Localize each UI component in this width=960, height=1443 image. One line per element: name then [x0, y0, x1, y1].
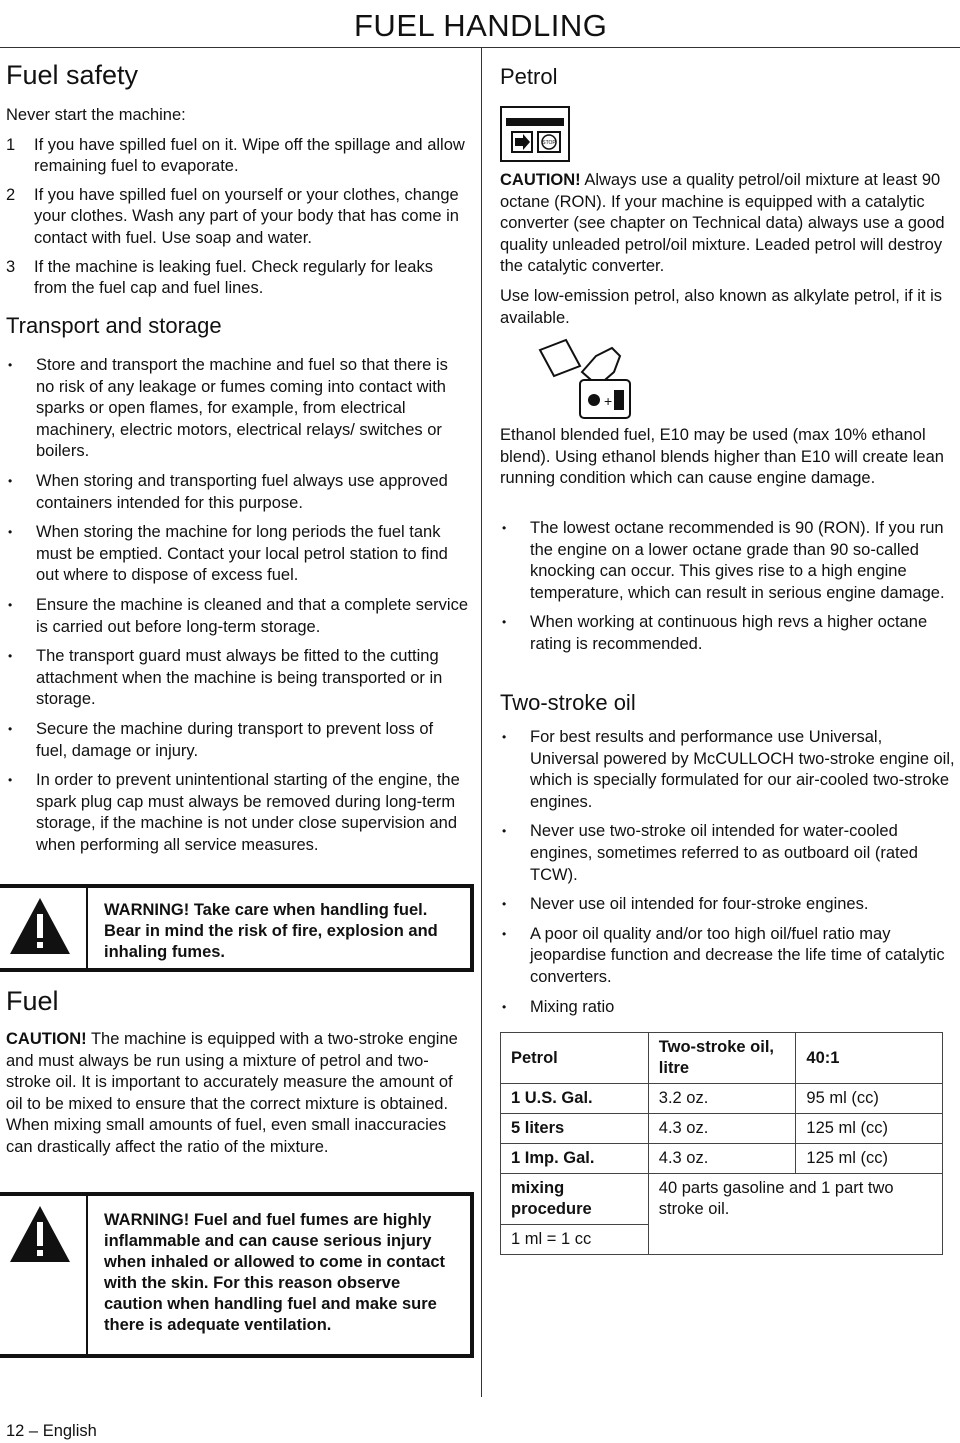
table-cell: 3.2 oz.: [648, 1084, 796, 1114]
bullet-icon: •: [8, 473, 13, 488]
mixing-text-cell: 40 parts gasoline and 1 part two stroke oil.: [648, 1174, 942, 1255]
bullet-icon: •: [8, 597, 13, 612]
petrol-list: [500, 518, 955, 664]
list-item-text: Never use oil intended for four-stroke engines.: [530, 895, 869, 914]
fuel-stop-symbol: [500, 106, 570, 162]
ethanol-text: Ethanol blended fuel, E10 may be used (max 10% ethanol blend). Using ethanol blends higher than E10 will create lean running condition which can cause engine damage.: [500, 426, 944, 488]
table-header-cell: Petrol: [501, 1033, 649, 1084]
warning-2-text: WARNING! Fuel and fuel fumes are highly inflammable and can cause serious injury when inhaled or allowed to come in contact with the skin. For this reason observe caution when handling fuel and make sure there is adequate ventilation.: [104, 1211, 446, 1334]
fuel-caution: [6, 1029, 468, 1159]
list-item: [500, 727, 955, 813]
warning-triangle-icon: [0, 1196, 80, 1272]
petrol-caution: [500, 170, 955, 278]
transport-title: Transport and storage: [6, 313, 222, 338]
bullet-icon: •: [502, 824, 507, 839]
table-cell: 125 ml (cc): [796, 1144, 943, 1174]
list-item-text: If you have spilled fuel on it. Wipe off the spillage and allow remaining fuel to evaporate.: [34, 135, 465, 176]
warning-icon-area: [0, 888, 88, 968]
fuel-caution-text: The machine is equipped with a two-stroke engine and must always be run using a mixture of petrol and two-stroke oil. It is important to accurately measure the amount of oil to be mixed to ensure that the correct mixture is obtained. When mixing small amounts of fuel, even small inaccuracies can drastically affect the ratio of the mixture.: [6, 1030, 458, 1156]
column-divider: [481, 47, 482, 1397]
fuel-can-icon: [536, 336, 636, 422]
list-item: [6, 770, 468, 856]
list-item-text: In order to prevent unintentional starting of the engine, the spark plug cap must always be removed during long-term storage, if the machine is not under close supervision and when performing all service measures.: [36, 771, 460, 854]
list-item: [6, 719, 468, 762]
list-item: [500, 894, 955, 916]
list-item: [500, 518, 955, 604]
table-cell: 1 Imp. Gal.: [501, 1144, 649, 1174]
list-item-text: Store and transport the machine and fuel so that there is no risk of any leakage or fumes coming into contact with sparks or open flames, for example, from electrical machinery, electric motors, electrical relays/ switches or boilers.: [36, 356, 448, 461]
list-item-text: For best results and performance use Universal, Universal powered by McCULLOCH two-stroke engine oil, which is specially formulated for our air-cooled two-stroke engines.: [530, 728, 955, 811]
fuel-safety-list: [6, 135, 468, 300]
list-item-text: A poor oil quality and/or too high oil/fuel ratio may jeopardise function and decrease the life time of catalytic converters.: [530, 924, 945, 986]
two-stroke-title: Two-stroke oil: [500, 690, 636, 715]
bullet-icon: •: [502, 897, 507, 912]
list-item-text: If the machine is leaking fuel. Check regularly for leaks from the fuel cap and fuel lines.: [34, 257, 433, 298]
warning-icon-area-2: [0, 1196, 88, 1354]
fuel-safety-title: Fuel safety: [6, 60, 139, 90]
bullet-icon: •: [502, 521, 507, 535]
list-item-number: 3: [6, 257, 16, 276]
list-item-text: When storing and transporting fuel always use approved containers intended for this purpose.: [36, 471, 448, 512]
list-item: [6, 185, 468, 250]
table-cell: 95 ml (cc): [796, 1084, 943, 1114]
bullet-icon: •: [8, 358, 13, 372]
bullet-icon: •: [502, 926, 507, 941]
list-item-text: If you have spilled fuel on yourself or your clothes, change your clothes. Wash any part of your body that has come in contact with fuel. Use soap and water.: [34, 185, 459, 247]
list-item: [6, 595, 468, 638]
table-row: [501, 1174, 943, 1225]
list-item: [500, 924, 955, 989]
warning-triangle-icon: [0, 888, 80, 964]
list-item-number: 1: [6, 135, 16, 154]
bullet-icon: •: [502, 615, 507, 630]
list-item-text: Mixing ratio: [530, 997, 615, 1016]
table-header-row: [501, 1033, 943, 1084]
list-item: [6, 471, 468, 514]
petrol-caution-text: Always use a quality petrol/oil mixture at least 90 octane (RON). If your machine is equipped with a catalytic converter (see chapter on Technical data) always use a good quality unleaded petrol/oil mixture. Leaded petrol will destroy the catalytic converter.: [500, 171, 945, 276]
fuel-caution-label: CAUTION!: [6, 1030, 87, 1048]
table-row: [501, 1084, 943, 1114]
list-item-text: The lowest octane recommended is 90 (RON). If you run the engine on a lower octane grade than 90 so-called knocking can occur. This gives rise to a high engine temperature, which can result in serious engine damage.: [530, 519, 945, 602]
header-rule: [0, 47, 960, 48]
transport-list: [6, 355, 468, 856]
list-item: [500, 612, 955, 655]
list-item-text: Never use two-stroke oil intended for water-cooled engines, sometimes referred to as outboard oil (rated TCW).: [530, 822, 918, 884]
list-item-text: The transport guard must always be fitted to the cutting attachment when the machine is being transported or in storage.: [36, 647, 443, 709]
list-item: [6, 257, 468, 300]
list-item-text: When storing the machine for long periods the fuel tank must be emptied. Contact your local petrol station to find out where to dispose of excess fuel.: [36, 523, 448, 585]
fuel-safety-intro: Never start the machine:: [6, 106, 186, 124]
list-item-text: Secure the machine during transport to prevent loss of fuel, damage or injury.: [36, 719, 434, 760]
bullet-icon: •: [8, 525, 13, 540]
list-item-number: 2: [6, 185, 16, 204]
bullet-icon: •: [502, 730, 507, 744]
list-item: [6, 355, 468, 463]
table-cell: 5 liters: [501, 1114, 649, 1144]
list-item: [500, 997, 955, 1019]
table-header-cell: Two-stroke oil, litre: [648, 1033, 796, 1084]
fuel-title: Fuel: [6, 986, 59, 1016]
low-emission-text: Use low-emission petrol, also known as alkylate petrol, if it is available.: [500, 287, 943, 327]
list-item-text: Ensure the machine is cleaned and that a complete service is carried out before long-term storage.: [36, 595, 468, 636]
table-cell: 4.3 oz.: [648, 1144, 796, 1174]
bullet-icon: •: [502, 999, 507, 1014]
petrol-title: Petrol: [500, 64, 558, 89]
mixing-table: [500, 1032, 943, 1255]
stop-label: STOP: [542, 140, 556, 146]
petrol-caution-label: CAUTION!: [500, 171, 581, 189]
list-item: [6, 522, 468, 587]
table-cell: 125 ml (cc): [796, 1114, 943, 1144]
ml-note-cell: 1 ml = 1 cc: [501, 1225, 649, 1255]
warning-box-1: [0, 884, 474, 972]
warning-box-2: [0, 1192, 474, 1358]
table-cell: 1 U.S. Gal.: [501, 1084, 649, 1114]
bullet-icon: •: [8, 773, 13, 788]
list-item: [6, 135, 468, 178]
warning-1-text: WARNING! Take care when handling fuel. Bear in mind the risk of fire, explosion and inhaling fumes.: [104, 901, 438, 961]
mixing-label-cell: mixing procedure: [501, 1174, 649, 1225]
list-item: [500, 821, 955, 886]
bullet-icon: •: [8, 721, 13, 736]
page-number: 12 – English: [6, 1422, 97, 1440]
list-item: [6, 646, 468, 711]
two-stroke-list: [500, 727, 955, 1026]
fuel-safety-section: [6, 60, 468, 307]
page-header-title: FUEL HANDLING: [354, 8, 608, 43]
list-item-text: When working at continuous high revs a higher octane rating is recommended.: [530, 613, 928, 653]
bullet-icon: •: [8, 649, 13, 664]
table-row: [501, 1114, 943, 1144]
table-header-cell: 40:1: [796, 1033, 943, 1084]
table-row: [501, 1144, 943, 1174]
table-cell: 4.3 oz.: [648, 1114, 796, 1144]
svg-text:+: +: [604, 393, 613, 409]
arrow-stop-icon: [502, 108, 568, 160]
transport-section: [6, 313, 468, 864]
